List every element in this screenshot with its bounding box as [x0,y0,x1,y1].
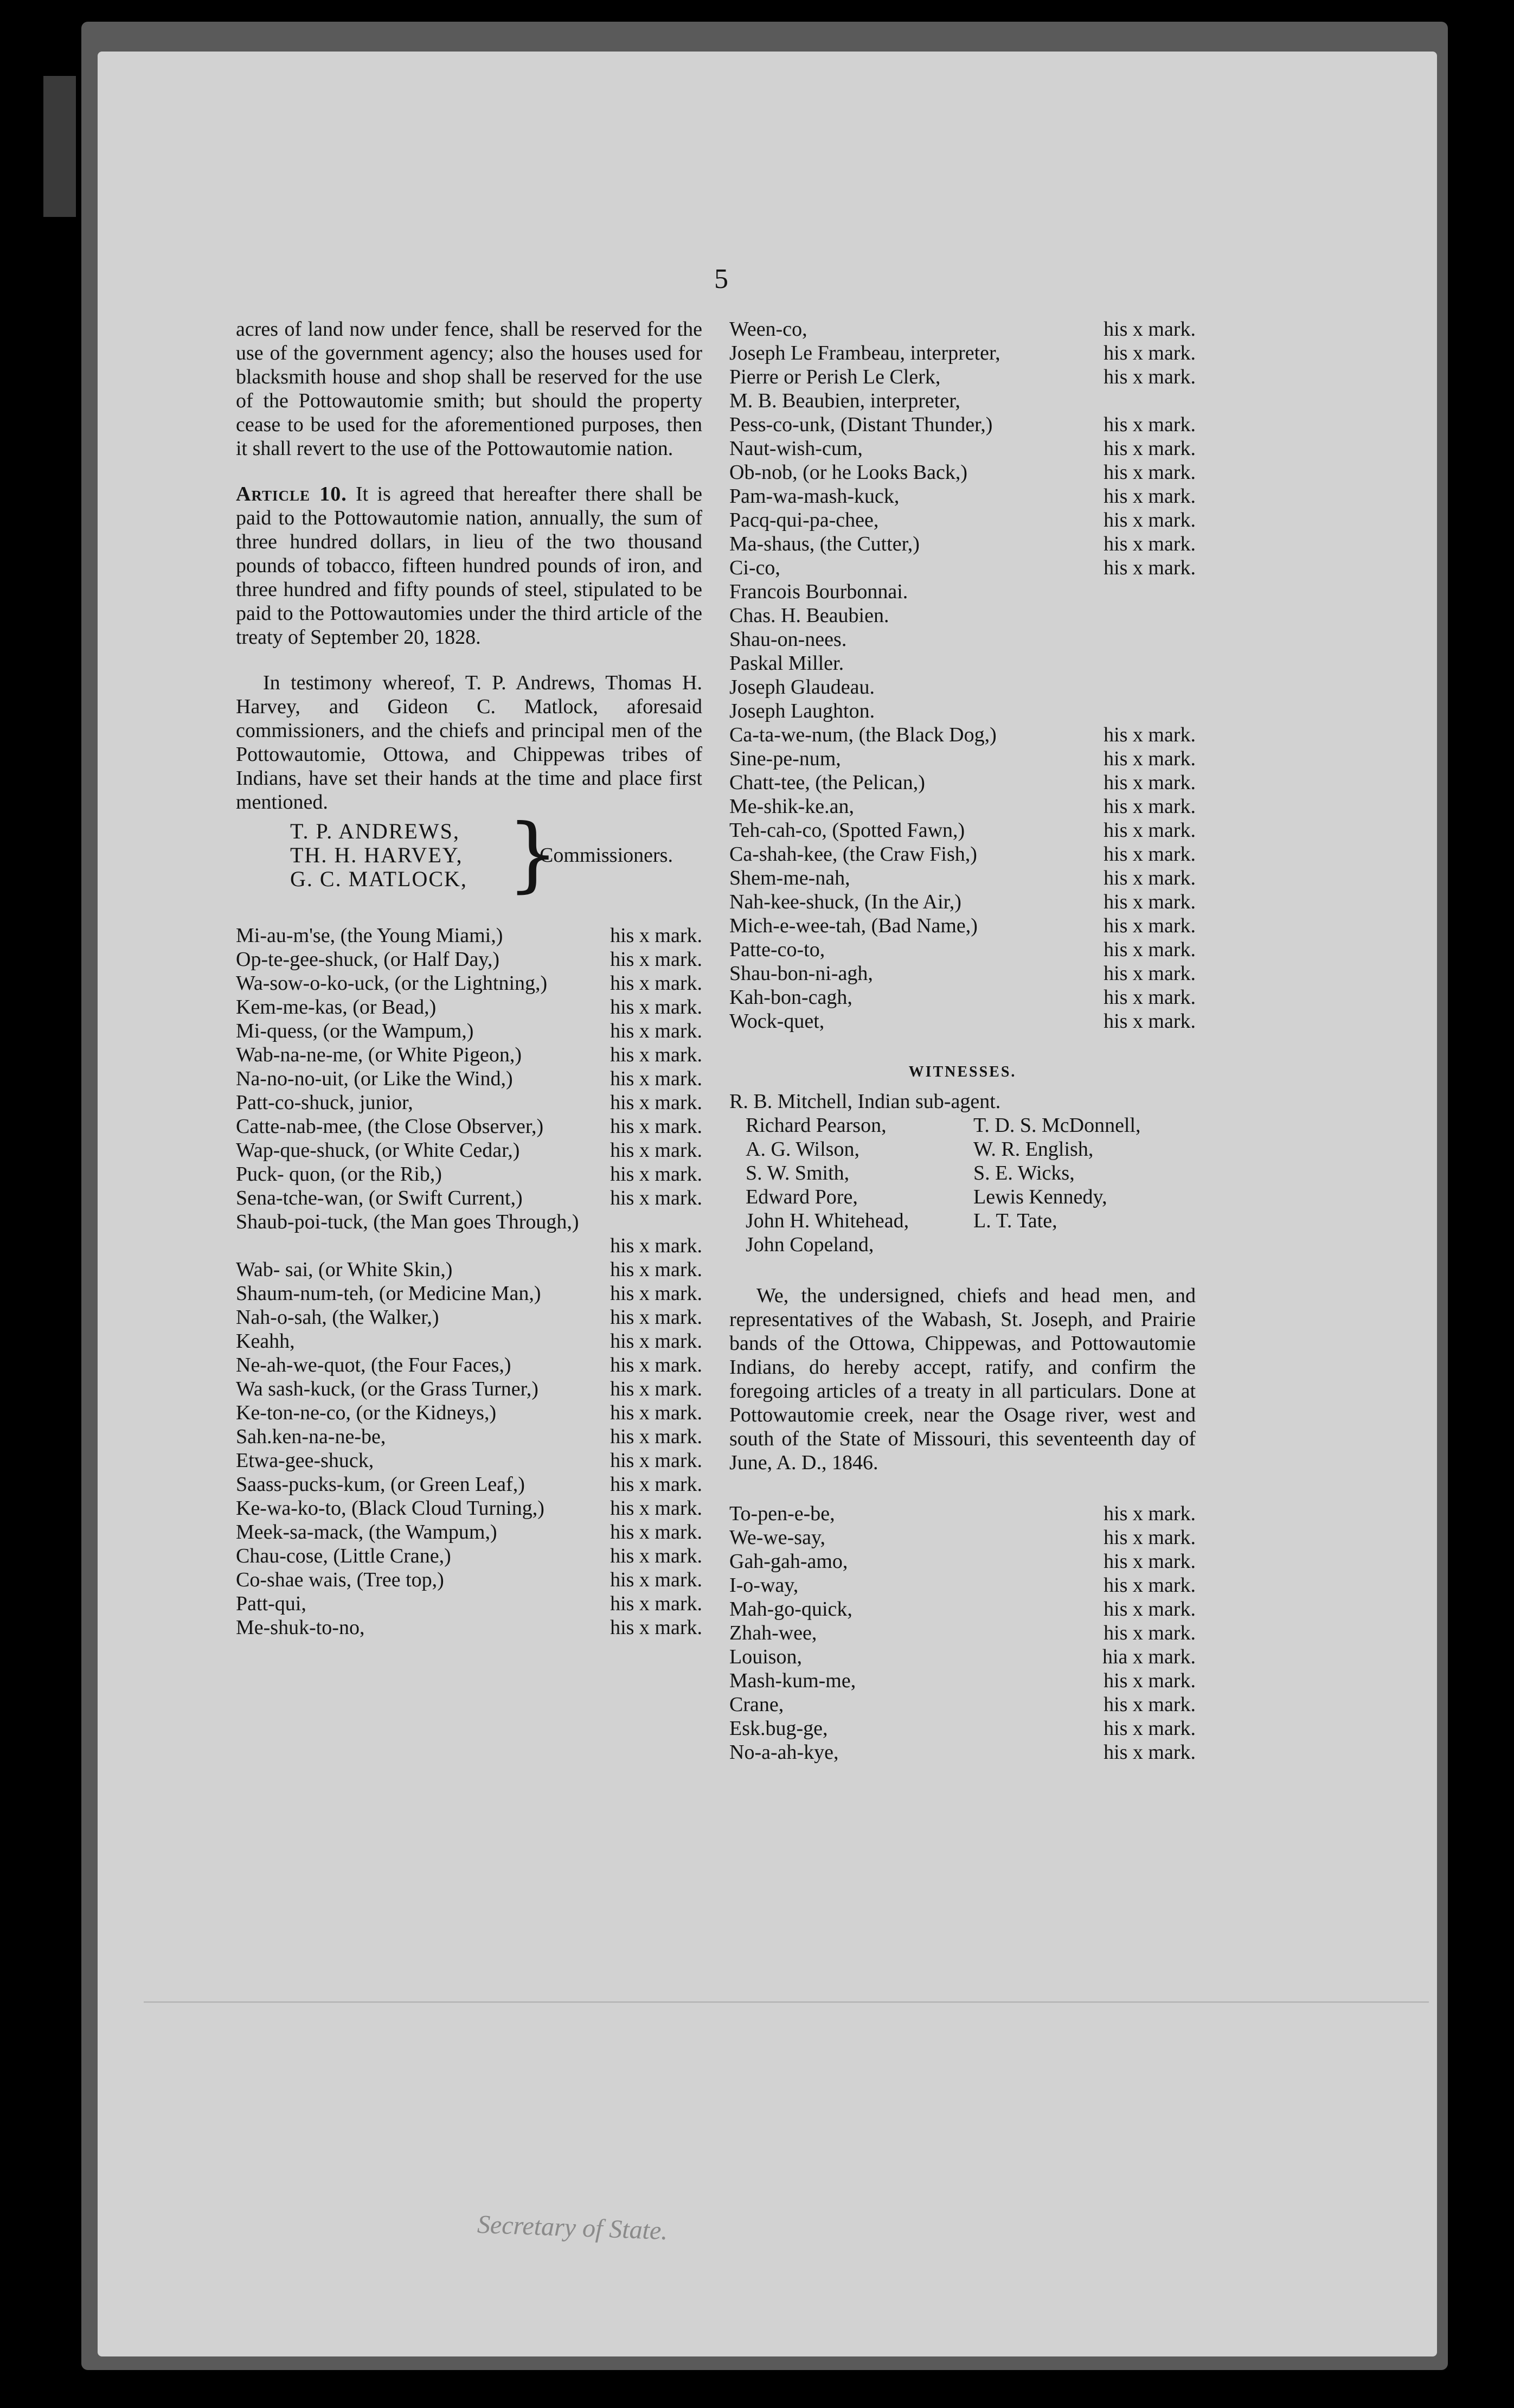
signatory-name: Sah.ken-na-ne-be, [236,1425,386,1448]
signatory-row [729,771,1196,795]
signatory-mark: his x mark. [1104,1693,1196,1716]
signatory-mark: his x mark. [1104,318,1196,341]
signatory-mark: his x mark. [610,1234,702,1257]
signatory-name: Paskal Miller. [729,652,844,675]
signatory-name: Wock-quet, [729,1010,825,1033]
article-10 [236,482,702,649]
signatory-mark: his x mark. [610,1497,702,1520]
signatory-mark: his x mark. [610,972,702,995]
signatory-row [236,924,702,947]
signatory-row [236,971,702,995]
signatory-mark: his x mark. [610,1401,702,1424]
signatory-row [236,1258,702,1282]
signatory-row [236,1186,702,1210]
witness-name: S. W. Smith, [746,1162,850,1184]
signatory-name: Chas. H. Beaubien. [729,604,889,627]
signatory-mark: his x mark. [610,1187,702,1209]
brace-glyph: } [507,807,559,901]
witness-name: Richard Pearson, [746,1114,887,1137]
signatory-mark: his x mark. [1104,795,1196,818]
signatory-name: Keahh, [236,1330,295,1353]
signatory-row [729,1621,1196,1645]
signatory-mark: his x mark. [610,1043,702,1066]
signatory-name: Francois Bourbonnai. [729,580,908,603]
signatory-row [729,747,1196,771]
signatory-name: M. B. Beaubien, interpreter, [729,389,960,412]
signatory-mark: his x mark. [610,1258,702,1281]
signatory-row [236,1592,702,1616]
signatory-name: Shaum-num-teh, (or Medicine Man,) [236,1282,541,1305]
signatory-name: Sine-pe-num, [729,747,841,770]
article-10-heading: Article 10. [236,483,347,505]
signatory-name: To-pen-e-be, [729,1502,835,1525]
signatory-name: Ne-ah-we-quot, (the Four Faces,) [236,1354,511,1376]
witness-first: R. B. Mitchell, Indian sub-agent. [729,1090,1001,1113]
signatory-mark [1192,389,1196,413]
signatory-mark: his x mark. [610,1425,702,1448]
signatory-row [729,938,1196,962]
signatory-mark: his x mark. [1104,1574,1196,1597]
signatory-name: Ca-shah-kee, (the Craw Fish,) [729,843,977,866]
left-column [236,317,702,1640]
signatory-name: Patt-co-shuck, junior, [236,1091,413,1114]
signatory-row [729,1597,1196,1621]
signatory-mark: his x mark. [1104,461,1196,484]
signatory-name: Wab- sai, (or White Skin,) [236,1258,453,1281]
signatory-list-right-2 [729,723,1196,1033]
signatory-mark: his x mark. [1104,1598,1196,1621]
witness-name: A. G. Wilson, [746,1138,859,1161]
signatory-mark: his x mark. [1104,366,1196,388]
page-fold-line [144,2001,1429,2003]
signatory-name: Mash-kum-me, [729,1669,856,1692]
signatory-name: Ca-ta-we-num, (the Black Dog,) [729,723,997,746]
signatory-row [729,1573,1196,1597]
signatory-row [236,1305,702,1329]
signatory-mark: his x mark. [610,948,702,971]
signatory-row [236,1520,702,1544]
signatory-name: Chatt-tee, (the Pelican,) [729,771,925,794]
signatory-row [729,1669,1196,1693]
bleed-through-text: Secretary of State. [477,2210,669,2246]
signatory-row [729,1502,1196,1526]
signatory-mark: his x mark. [1104,556,1196,579]
signatory-name: Saass-pucks-kum, (or Green Leaf,) [236,1473,525,1496]
signatory-mark: his x mark. [1104,413,1196,436]
signatory-row [729,1693,1196,1717]
article-10-body: It is agreed that hereafter there shall be paid to the Pottowautomie nation, annually, the sum of three hundred dollars, in lieu of the two thousand pounds of tobacco, fifteen hundred pounds of iron, and three hundred and fifty pounds of steel, stipulated to be paid to the Pottowautomies under the third article of the treaty of September 20, 1828. [236,483,702,649]
signatory-name: Shau-bon-ni-agh, [729,962,873,985]
signatory-mark: his x mark. [610,1449,702,1472]
signatory-mark: his x mark. [1104,819,1196,842]
signatory-row [236,1353,702,1377]
signatory-name: No-a-ah-kye, [729,1741,839,1764]
commissioner-name: G. C. MATLOCK, [290,867,467,891]
signatory-name: Gah-gah-amo, [729,1550,848,1573]
signatory-name: Louison, [729,1645,803,1668]
signatory-row [729,365,1196,389]
signatory-row [729,914,1196,938]
signatory-name: Puck- quon, (or the Rib,) [236,1163,442,1186]
commissioner-name: TH. H. HARVEY, [290,843,463,867]
signatory-mark: his x mark. [1104,485,1196,508]
witness-name: S. E. Wicks, [973,1162,1075,1184]
commissioners-label: Commissioners. [540,844,673,867]
signatory-row [236,947,702,971]
signatory-mark: his x mark. [1104,437,1196,460]
signatory-row [729,1009,1196,1033]
signatory-name: Mich-e-wee-tah, (Bad Name,) [729,914,978,937]
signatory-name: Etwa-gee-shuck, [236,1449,374,1472]
signatory-mark: his x mark. [1104,723,1196,746]
signatory-row [729,317,1196,341]
signatory-row [729,484,1196,508]
signatory-mark: hia x mark. [1102,1645,1196,1668]
signatory-name: Wa sash-kuck, (or the Grass Turner,) [236,1378,538,1400]
commissioners-block [236,807,702,901]
signatory-row [236,1544,702,1568]
signatory-name: Mi-quess, (or the Wampum,) [236,1020,474,1042]
signatory-name: Joseph Le Frambeau, interpreter, [729,342,1000,364]
signatory-name: Ween-co, [729,318,807,341]
signatory-list-right-3 [729,1502,1196,1764]
signatory-name: Op-te-gee-shuck, (or Half Day,) [236,948,500,971]
witness-name: W. R. English, [973,1138,1094,1161]
signatory-name: Wa-sow-o-ko-uck, (or the Lightning,) [236,972,548,995]
signatory-row [236,1472,702,1496]
witnesses-heading: WITNESSES. [908,1064,1017,1080]
signatory-name: Meek-sa-mack, (the Wampum,) [236,1521,497,1544]
signatory-name: Nah-kee-shuck, (In the Air,) [729,891,961,913]
signatory-row [729,460,1196,484]
signatory-row [729,866,1196,890]
signatory-row [729,1740,1196,1764]
signatory-row [729,389,1196,413]
signatory-mark: his x mark. [610,1282,702,1305]
signatory-mark: his x mark. [1104,533,1196,555]
signatory-row [236,1377,702,1401]
unmarked-names-list [729,580,1196,723]
signatory-row [236,1043,702,1067]
signatory-row [236,1401,702,1425]
signatory-row [729,413,1196,437]
signatory-mark: his x mark. [610,996,702,1019]
signatory-name: Ke-ton-ne-co, (or the Kidneys,) [236,1401,497,1424]
signatory-mark: his x mark. [610,1592,702,1615]
signatory-mark: his x mark. [610,1616,702,1639]
signatory-mark: his x mark. [610,1020,702,1042]
signatory-row [236,1568,702,1592]
signatory-name: Pierre or Perish Le Clerk, [729,366,941,388]
signatory-mark: his x mark. [1104,867,1196,889]
signatory-mark: his x mark. [1104,1622,1196,1644]
signatory-mark: his x mark. [610,1473,702,1496]
signatory-row [729,532,1196,556]
signatory-row [729,1526,1196,1549]
signatory-row [729,985,1196,1009]
signatory-name: Kem-me-kas, (or Bead,) [236,996,437,1019]
signatory-row [729,556,1196,580]
signatory-name: Pacq-qui-pa-chee, [729,509,879,531]
signatory-name: Nah-o-sah, (the Walker,) [236,1306,439,1329]
signatory-row [236,1162,702,1186]
signatory-row [729,341,1196,365]
signatory-mark: his x mark. [1104,747,1196,770]
signatory-mark: his x mark. [610,1354,702,1376]
signatory-name: Zhah-wee, [729,1622,817,1644]
signatory-name: Catte-nab-mee, (the Close Observer,) [236,1115,544,1138]
signatory-mark: his x mark. [1104,986,1196,1009]
signatory-name: Joseph Glaudeau. [729,676,875,699]
signatory-mark: his x mark. [1104,342,1196,364]
signatory-name: Wab-na-ne-me, (or White Pigeon,) [236,1043,522,1066]
witness-name [973,1233,1201,1257]
signatory-row [729,890,1196,914]
signatory-name: I-o-way, [729,1574,799,1597]
signatory-mark: his x mark. [1104,1741,1196,1764]
witness-name: T. D. S. McDonnell, [973,1114,1141,1137]
signatory-row [729,842,1196,866]
signatory-name: Mi-au-m'se, (the Young Miami,) [236,924,503,947]
witness-name: John Copeland, [746,1233,874,1256]
signatory-mark: his x mark. [1104,1502,1196,1525]
signatory-name: Chau-cose, (Little Crane,) [236,1545,451,1567]
signatory-mark: his x mark. [610,1115,702,1138]
binding-tab [43,76,76,217]
page-number: 5 [714,264,728,294]
paragraph-land-reservation: acres of land now under fence, shall be reserved for the use of the government agency; also the houses used for blacksmith house and shop shall be reserved for the use of the Pottowautomie smith; but should the property cease to be used for the aforementioned purposes, then it shall revert to the use of the Pottowautomie nation. [236,318,702,460]
signatory-name: Me-shuk-to-no, [236,1616,365,1639]
signatory-mark: his x mark. [1104,891,1196,913]
signatory-name: Ke-wa-ko-to, (Black Cloud Turning,) [236,1497,544,1520]
signatory-mark: his x mark. [610,1545,702,1567]
witnesses-grid [729,1113,1196,1257]
signatory-row [729,1549,1196,1573]
signatory-name: Crane, [729,1693,784,1716]
signatory-mark: his x mark. [1104,509,1196,531]
signatory-row [236,1210,702,1258]
signatory-mark: his x mark. [610,1091,702,1114]
witness-name: John H. Whitehead, [746,1209,909,1232]
signatory-name: Sena-tche-wan, (or Swift Current,) [236,1187,523,1209]
signatory-mark: his x mark. [1104,1717,1196,1740]
signatory-name: Patte-co-to, [729,938,825,961]
signatory-list-left-1 [236,924,702,1210]
signatory-mark: his x mark. [1104,914,1196,937]
witness-name: L. T. Tate, [973,1209,1057,1232]
signatory-mark: his x mark. [1104,938,1196,961]
signatory-row [236,1282,702,1305]
signatory-mark: his x mark. [610,1163,702,1186]
signatory-row [729,723,1196,747]
signatory-row [236,1616,702,1640]
signatory-row [236,1329,702,1353]
signatory-name: Me-shik-ke.an, [729,795,855,818]
signatory-row [236,995,702,1019]
signatory-name: Shaub-poi-tuck, (the Man goes Through,) [236,1211,579,1233]
signatory-mark: his x mark. [610,1378,702,1400]
signatory-name: Wap-que-shuck, (or White Cedar,) [236,1139,520,1162]
witness-name: Edward Pore, [746,1186,858,1208]
signatory-row [729,508,1196,532]
signatory-name: Shem-me-nah, [729,867,850,889]
witness-name: Lewis Kennedy, [973,1186,1107,1208]
signatory-mark: his x mark. [610,1521,702,1544]
signatory-mark: his x mark. [610,1067,702,1090]
signatory-name: Patt-qui, [236,1592,306,1615]
signatory-name: Kah-bon-cagh, [729,986,852,1009]
signatory-name: Joseph Laughton. [729,700,875,722]
signatory-row [729,437,1196,460]
signatory-name: Na-no-no-uit, (or Like the Wind,) [236,1067,513,1090]
signatory-mark: his x mark. [610,924,702,947]
signatory-row [236,1425,702,1449]
signatory-mark: his x mark. [1104,962,1196,985]
testimony-paragraph: In testimony whereof, T. P. Andrews, Thomas H. Harvey, and Gideon C. Matlock, aforesaid commissioners, and the chiefs and principal men of the Pottowautomie, Ottowa, and Chippewas tribes of Indians, have set their hands at the time and place first mentioned. [236,671,702,814]
signatory-name: Pess-co-unk, (Distant Thunder,) [729,413,993,436]
signatory-mark: his x mark. [1104,843,1196,866]
signatory-name: We-we-say, [729,1526,825,1549]
signatory-row [236,1138,702,1162]
signatory-name: Naut-wish-cum, [729,437,863,460]
signatory-row [236,1115,702,1138]
signatory-mark: his x mark. [1104,1550,1196,1573]
signatory-mark: his x mark. [1104,1669,1196,1692]
signatory-name: Ma-shaus, (the Cutter,) [729,533,920,555]
signatory-row [729,795,1196,818]
signatory-mark: his x mark. [1104,1010,1196,1033]
signatory-row [236,1496,702,1520]
signatory-name: Co-shae wais, (Tree top,) [236,1568,444,1591]
signatory-mark: his x mark. [610,1330,702,1353]
signatory-row [236,1019,702,1043]
signatory-list-left-2 [236,1258,702,1640]
signatory-name: Pam-wa-mash-kuck, [729,485,900,508]
signatory-mark: his x mark. [610,1568,702,1591]
signatory-row [236,1449,702,1472]
signatory-row [729,1645,1196,1669]
signatory-name: Teh-cah-co, (Spotted Fawn,) [729,819,965,842]
signatory-name: Ci-co, [729,556,780,579]
signatory-row [729,818,1196,842]
acceptance-paragraph: We, the undersigned, chiefs and head men, and representatives of the Wabash, St. Joseph, and Prairie bands of the Ottowa, Chippewas, and Pottowautomie Indians, do hereby accept, ratify, and confirm the foregoing articles of a treaty in all particulars. Done at Pottowautomie creek, near the Osage river, west and south of the State of Missouri, this seventeenth day of June, A. D., 1846. [729,1284,1196,1474]
signatory-name: Ob-nob, (or he Looks Back,) [729,461,968,484]
signatory-mark: his x mark. [610,1306,702,1329]
signatory-mark: his x mark. [1104,1526,1196,1549]
signatory-mark: his x mark. [610,1139,702,1162]
signatory-name: Esk.bug-ge, [729,1717,828,1740]
signatory-row [236,1067,702,1091]
signatory-name: Mah-go-quick, [729,1598,852,1621]
signatory-row [729,1717,1196,1740]
signatory-mark: his x mark. [1104,771,1196,794]
right-column [729,317,1196,1764]
signatory-row [729,962,1196,985]
signatory-name: Shau-on-nees. [729,628,847,651]
commissioner-name: T. P. ANDREWS, [290,819,460,843]
signatory-row [236,1091,702,1115]
signatory-list-right-1 [729,317,1196,580]
